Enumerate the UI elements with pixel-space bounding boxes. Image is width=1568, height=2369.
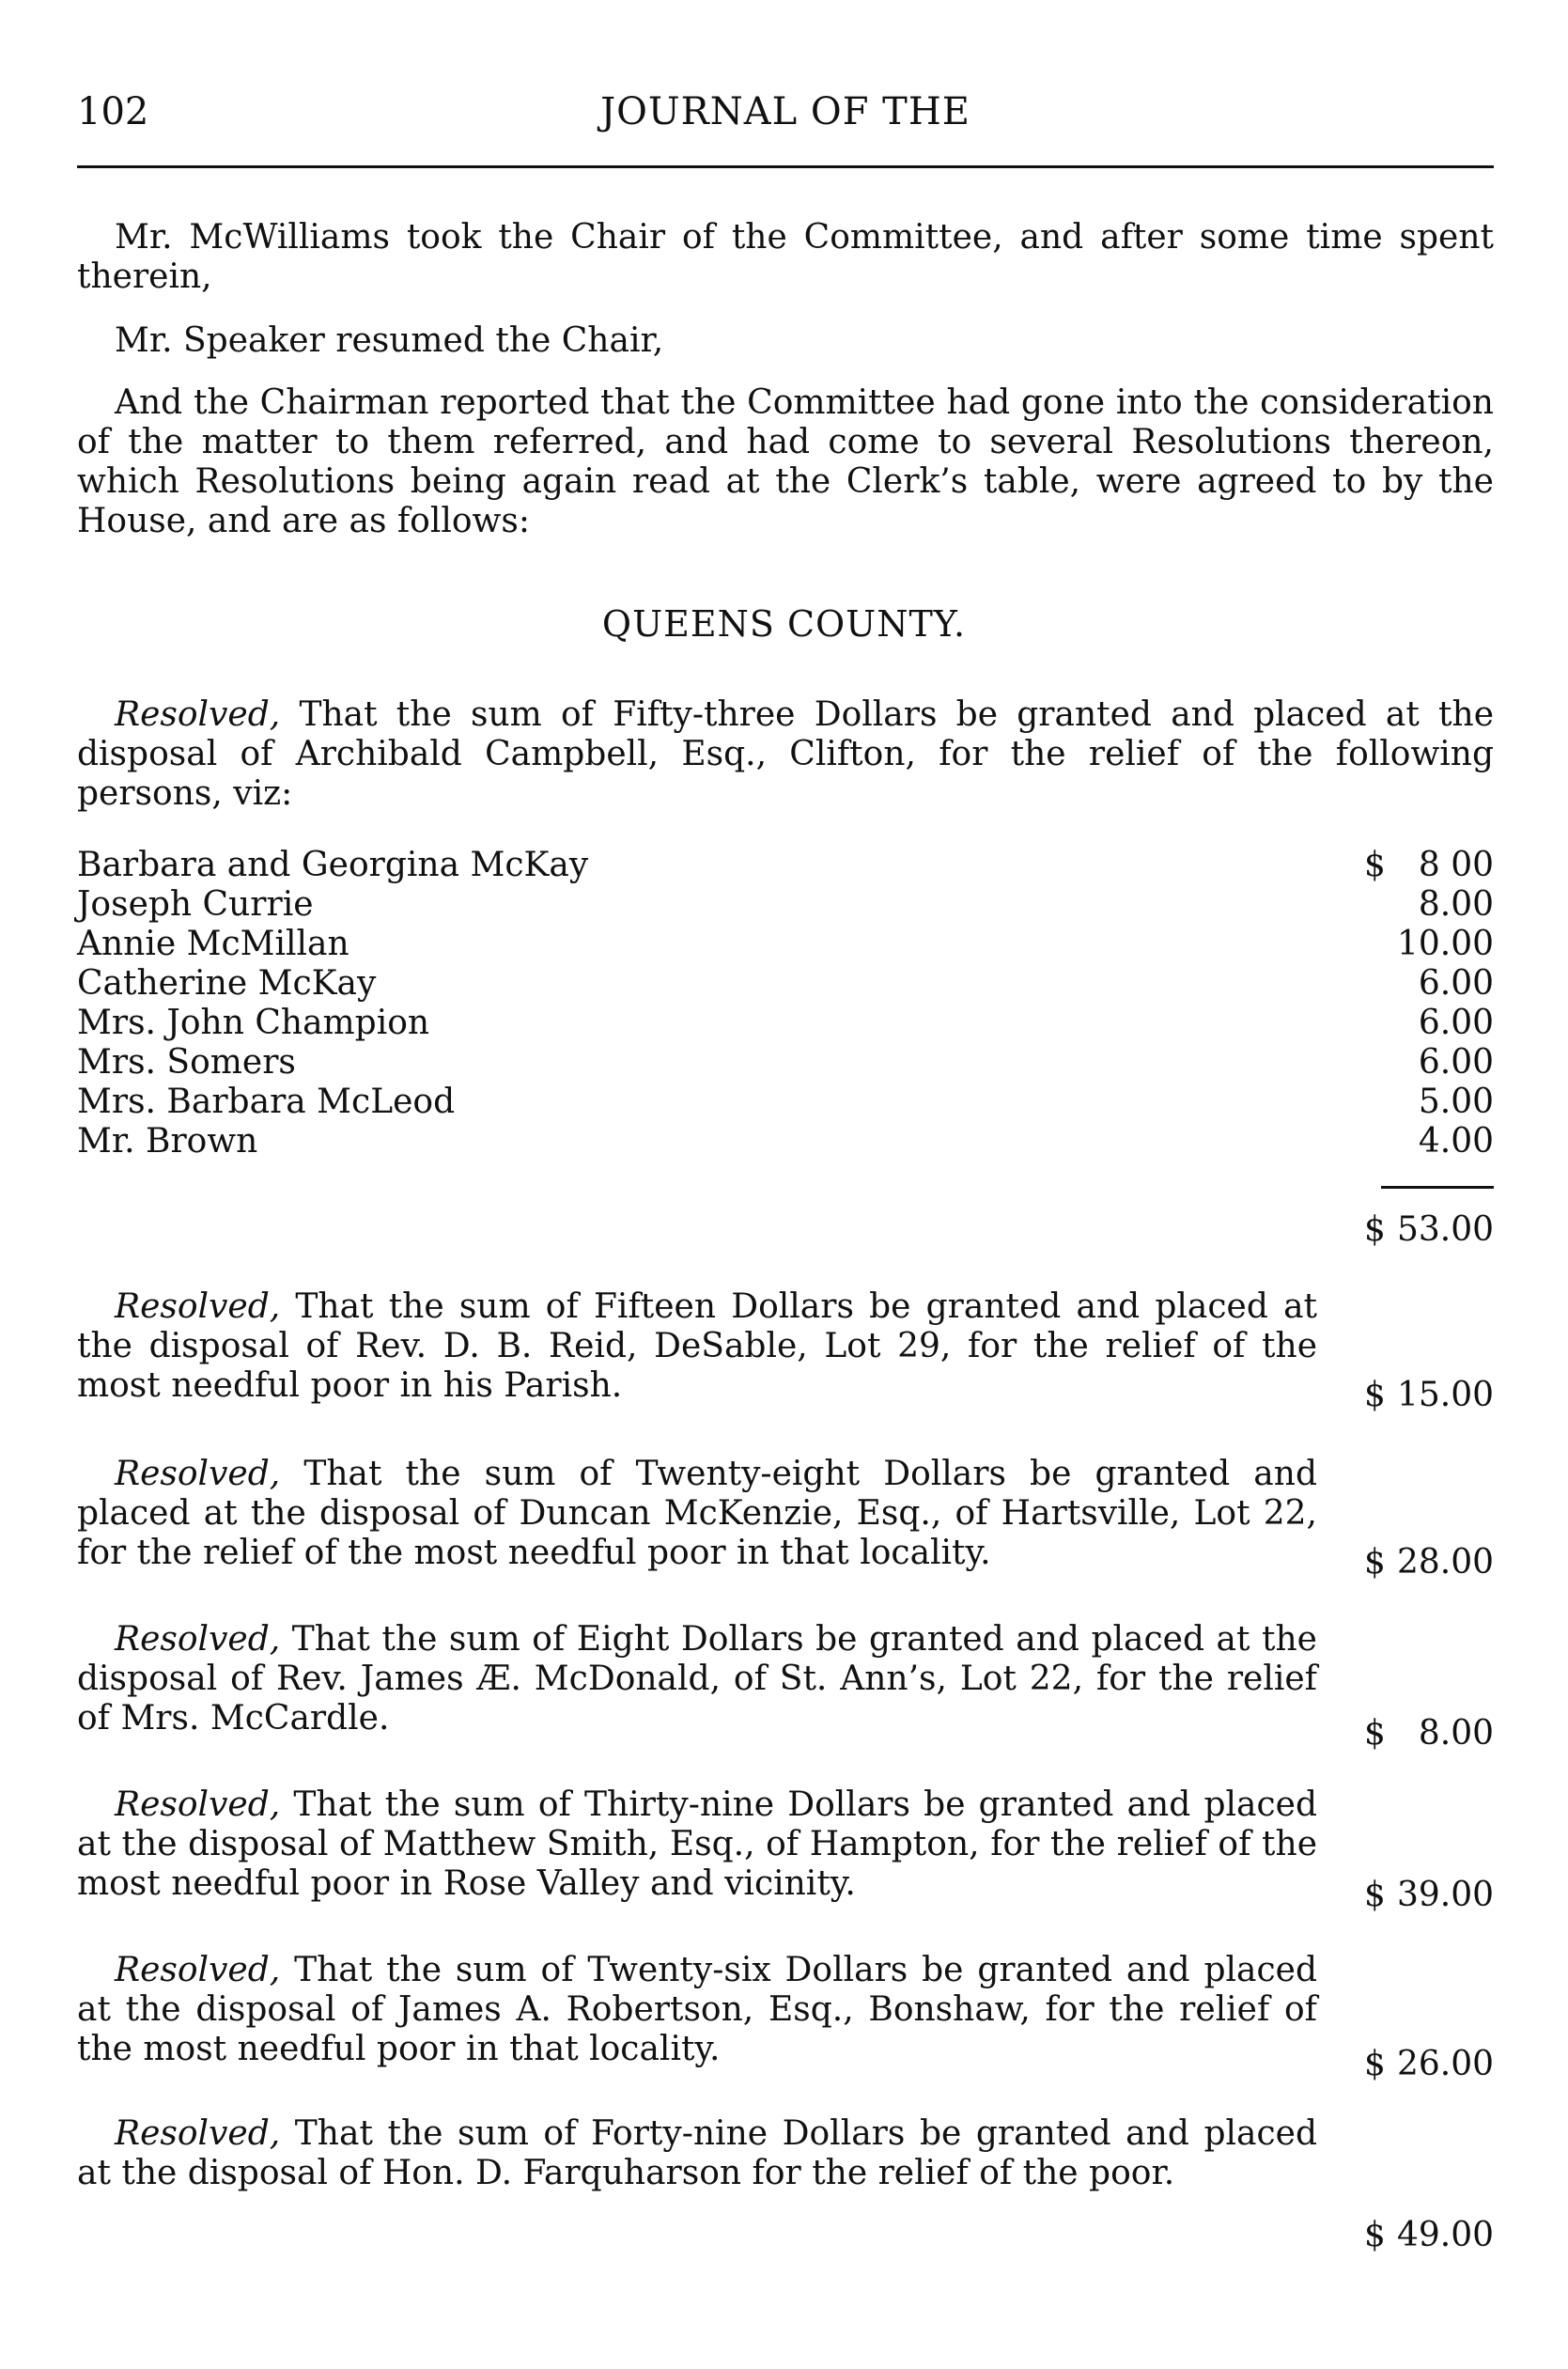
section-heading: QUEENS COUNTY.: [601, 603, 967, 645]
recipient-amount: 6.00: [1418, 1004, 1494, 1042]
resolution-item: [77, 1785, 1494, 1917]
resolution-text: That the sum of Twenty-six Dollars be granted and placed at the disposal of James A. Robertson, Esq., Bonshaw, for the relief of the most needful poor in that locality.: [77, 1951, 1318, 2068]
resolution-text: That the sum of Twenty-eight Dollars be granted and placed at the disposal of Duncan McKenzie, Esq., of Hartsville, Lot 22, for the relief of the most needful poor in that locality.: [77, 1455, 1317, 1572]
resolution-text: That the sum of Fifty-three Dollars be granted and placed at the disposal of Archibald Campbell, Esq., Clifton, for the relief of the following persons, viz:: [77, 695, 1494, 813]
list-item: [77, 846, 1494, 885]
resolved-label: Resolved,: [115, 1620, 281, 1659]
resolution-paragraph: [77, 1785, 1317, 1904]
resolution-item: [77, 1951, 1494, 2083]
amount-value: 49.00: [1396, 2216, 1494, 2254]
amount-value: 39.00: [1396, 1876, 1494, 1914]
first-resolution: [77, 695, 1494, 814]
list-item: [77, 925, 1494, 964]
recipient-amount: 8.00: [1418, 885, 1494, 924]
dollar-sign: $: [1364, 846, 1386, 884]
header-rule: [77, 165, 1494, 168]
resolved-label: Resolved,: [115, 695, 281, 734]
dollar-sign: $: [1364, 1543, 1386, 1582]
total-value: 53.00: [1396, 1210, 1494, 1249]
resolution-paragraph: [77, 1455, 1317, 1573]
recipient-name: Catherine McKay: [77, 964, 377, 1003]
page-header: [77, 90, 1494, 147]
amount-value: 8.00: [1418, 1714, 1494, 1753]
intro-paragraph-2: Mr. Speaker resumed the Chair,: [115, 321, 664, 360]
resolution-text: That the sum of Eight Dollars be granted and placed at the disposal of Rev. James Æ. McDonald, of St. Ann’s, Lot 22, for the relief of Mrs. McCardle.: [77, 1620, 1317, 1738]
dollar-sign: $: [1364, 1876, 1386, 1914]
resolution-item: [77, 2114, 1494, 2254]
list-item: [77, 885, 1494, 925]
dollar-sign: $: [1364, 2216, 1386, 2254]
resolution-text: That the sum of Thirty-nine Dollars be granted and placed at the disposal of Matthew Smith, Esq., of Hampton, for the relief of the most needful poor in Rose Valley and vicinity.: [77, 1785, 1317, 1903]
recipient-name: Mr. Brown: [77, 1122, 258, 1161]
recipient-amount: 8 00: [1418, 846, 1494, 884]
resolved-label: Resolved,: [115, 1785, 281, 1824]
recipient-name: Joseph Currie: [77, 885, 314, 924]
dollar-sign: $: [1364, 1714, 1386, 1753]
recipient-name: Mrs. John Champion: [77, 1004, 430, 1042]
list-item: [77, 1004, 1494, 1043]
resolution-text: That the sum of Fifteen Dollars be granted and placed at the disposal of Rev. D. B. Reid, DeSable, Lot 29, for the relief of the most needful poor in his Parish.: [77, 1287, 1318, 1405]
amount-value: 28.00: [1396, 1543, 1494, 1582]
recipient-name: Barbara and Georgina McKay: [77, 846, 589, 884]
amount-value: 26.00: [1396, 2045, 1494, 2083]
list-item: [77, 1083, 1494, 1122]
recipient-list: [77, 846, 1494, 1161]
resolution-paragraph: [77, 1287, 1317, 1406]
recipient-name: Annie McMillan: [77, 925, 349, 963]
intro-paragraph-3: And the Chairman reported that the Committee had gone into the consideration of the matter to them referred, and had come to several Resolutions thereon, which Resolutions being again read at the Clerk’s table, were agreed to by the House, and are as follows:: [77, 383, 1494, 540]
total-rule: [1381, 1186, 1494, 1189]
list-item: [77, 1122, 1494, 1161]
resolution-item: [77, 1287, 1494, 1419]
resolution-paragraph: [77, 2114, 1317, 2193]
resolved-label: Resolved,: [115, 1951, 281, 1989]
intro-paragraph-1: Mr. McWilliams took the Chair of the Committee, and after some time spent therein,: [77, 218, 1494, 296]
resolved-label: Resolved,: [115, 1455, 281, 1493]
recipient-amount: 6.00: [1418, 1043, 1494, 1082]
recipient-amount: 4.00: [1418, 1122, 1494, 1161]
recipient-name: Mrs. Barbara McLeod: [77, 1083, 456, 1121]
recipient-amount: 10.00: [1396, 925, 1494, 963]
list-item: [77, 964, 1494, 1004]
resolution-text: That the sum of Forty-nine Dollars be granted and placed at the disposal of Hon. D. Farquharson for the relief of the poor.: [77, 2114, 1317, 2192]
recipient-amount: 5.00: [1418, 1083, 1494, 1121]
dollar-sign: $: [1364, 1210, 1386, 1249]
resolution-item: [77, 1455, 1494, 1586]
list-item: [77, 1043, 1494, 1083]
resolved-label: Resolved,: [115, 1287, 281, 1326]
dollar-sign: $: [1364, 1376, 1386, 1414]
dollar-sign: $: [1364, 2045, 1386, 2083]
resolution-paragraph: [77, 1951, 1317, 2069]
amount-value: 15.00: [1396, 1376, 1494, 1414]
resolved-label: Resolved,: [115, 2114, 281, 2153]
resolution-paragraph: [77, 1620, 1317, 1738]
running-head: JOURNAL OF THE: [600, 90, 970, 133]
resolution-item: [77, 1620, 1494, 1753]
page-number: 102: [77, 90, 149, 133]
recipient-amount: 6.00: [1418, 964, 1494, 1003]
recipient-name: Mrs. Somers: [77, 1043, 296, 1082]
